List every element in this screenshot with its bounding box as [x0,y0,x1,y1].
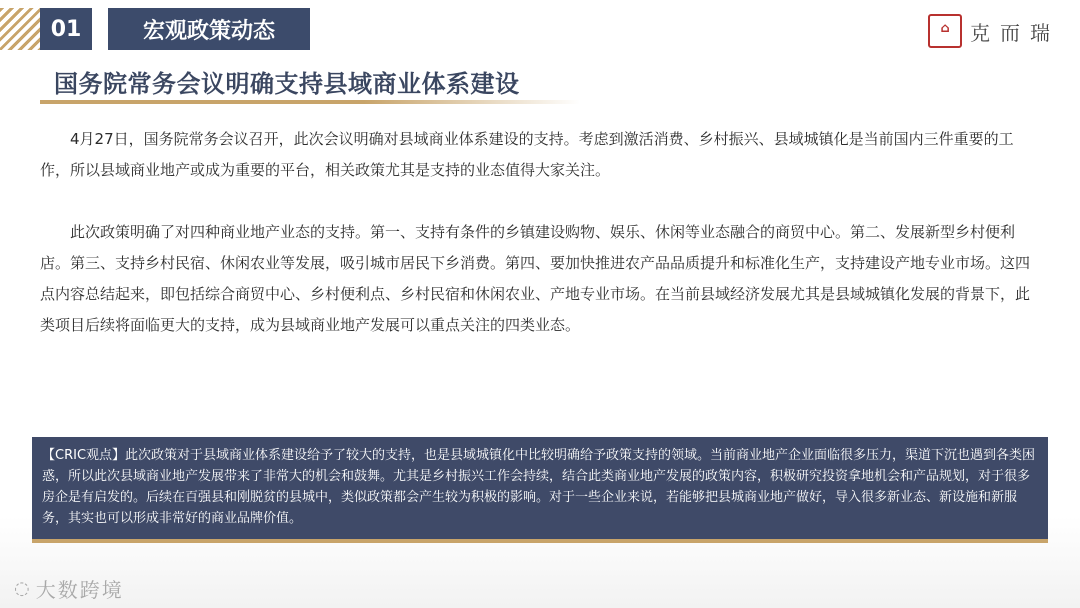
brand-name: 克而瑞 [970,20,1060,45]
watermark [14,574,124,603]
paragraph: 此次政策明确了对四种商业地产业态的支持。第一、支持有条件的乡镇建设购物、娱乐、休闲等业态融合的商贸中心。第二、发展新型乡村便利店。第三、支持乡村民宿、休闲农业等发展，吸引城市居民下乡消费。第四、要加快推进农产品品质提升和标准化生产，支持建设产地专业市场。这四点内容总结起来，即包括综合商贸中心、乡村便利点、乡村民宿和休闲农业、产地专业市场。在当前县域经济发展尤其是县域城镇化发展的背景下，此类项目后续将面临更大的支持，成为县域商业地产发展可以重点关注的四类业态。 [40,223,1031,334]
brand-logo [928,14,1060,48]
section-number: 01 [40,8,92,50]
chat-bubble-icon: ◌ [14,578,30,599]
page-headline: 国务院常务会议明确支持县域商业体系建设 [54,70,520,98]
header-stripe-decoration [0,8,40,50]
headline-block [40,62,1040,104]
paragraph: 4月27日，国务院常务会议召开，此次会议明确对县域商业体系建设的支持。考虑到激活消费、乡村振兴、县域城镇化是当前国内三件重要的工作，所以县域商业地产或成为重要的平台，相关政策尤其是支持的业态值得大家关注。 [40,130,1014,179]
watermark-text: 大数跨境 [35,578,124,602]
seal-logo-icon: ⌂ [928,14,962,48]
headline-underline [40,100,580,104]
body-text [40,124,1040,341]
cric-opinion-box: 【CRIC观点】此次政策对于县域商业体系建设给予了较大的支持，也是县域城镇化中比较明确给予政策支持的领域。当前商业地产企业面临很多压力，渠道下沉也遇到各类困惑，所以此次县域商业地产发展带来了非常大的机会和鼓舞。尤其是乡村振兴工作会持续，结合此类商业地产发展的政策内容，积极研究投资拿地机会和产品规划，对于很多房企是有启发的。后续在百强县和刚脱贫的县城中，类似政策都会产生较为积极的影响。对于一些企业来说，若能够把县城商业地产做好，导入很多新业态、新设施和新服务，其实也可以形成非常好的商业品牌价值。 [32,437,1048,539]
cric-box-underline [32,539,1048,543]
section-title: 宏观政策动态 [108,8,310,50]
